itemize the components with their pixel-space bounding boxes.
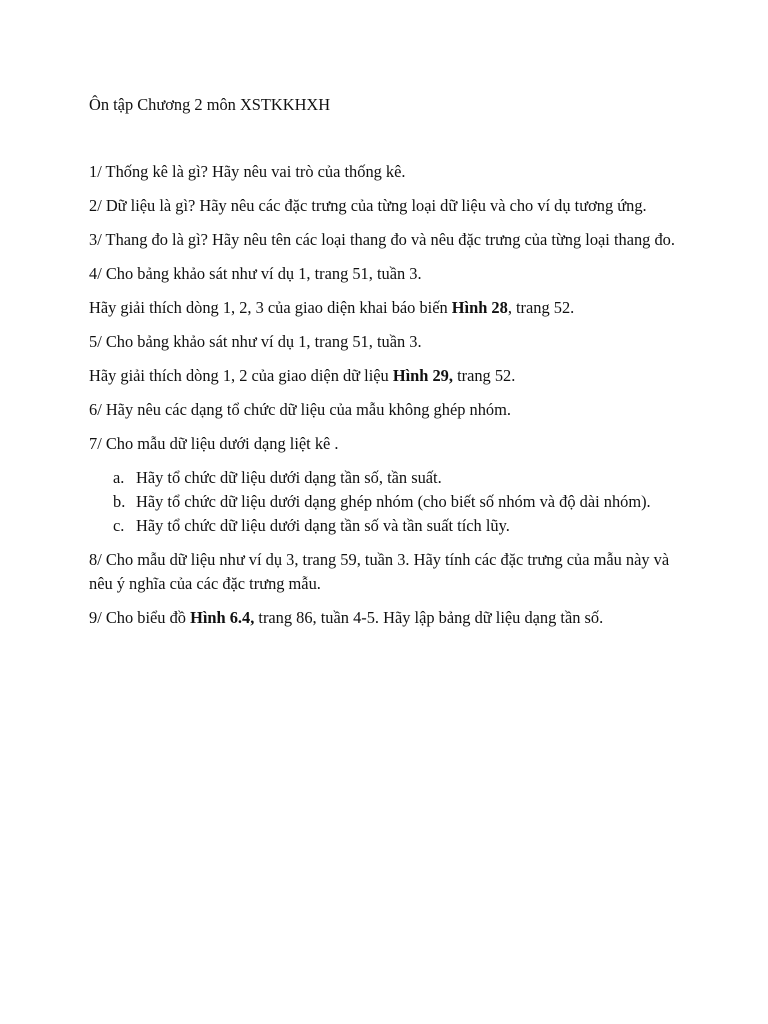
item-marker: b. [113,492,126,511]
question-7-item-b [89,490,679,514]
question-5-detail-page: trang 52. [452,366,516,385]
item-text: Hãy tổ chức dữ liệu dưới dạng tần số và tần suất tích lũy. [136,516,510,535]
question-7-item-a [89,466,679,490]
item-marker: c. [113,516,125,535]
question-2: 2/ Dữ liệu là gì? Hãy nêu các đặc trưng của từng loại dữ liệu và cho ví dụ tương ứng. [89,196,647,215]
question-9 [89,606,679,630]
figure-29-reference: Hình 29, [392,366,453,385]
question-5: 5/ Cho bảng khảo sát như ví dụ 1, trang 51, tuần 3. [89,332,422,351]
question-6: 6/ Hãy nêu các dạng tổ chức dữ liệu của mẫu không ghép nhóm. [89,400,511,419]
figure-28-reference: Hình 28 [451,298,508,317]
question-5-detail [89,364,679,388]
question-7-item-c [89,514,679,538]
question-3: 3/ Thang đo là gì? Hãy nêu tên các loại thang đo và nêu đặc trưng của từng loại thang đo. [89,230,675,249]
question-7: 7/ Cho mẫu dữ liệu dưới dạng liệt kê . [89,434,339,453]
item-text: Hãy tổ chức dữ liệu dưới dạng ghép nhóm (cho biết số nhóm và độ dài nhóm). [136,492,651,511]
question-4-detail-text: Hãy giải thích dòng 1, 2, 3 của giao diện khai báo biến [89,298,452,317]
question-4-detail-page: , trang 52. [507,298,575,317]
item-marker: a. [113,468,125,487]
question-list [89,160,679,640]
item-text: Hãy tổ chức dữ liệu dưới dạng tần số, tần suất. [136,468,442,487]
question-4-detail [89,296,679,320]
question-8: 8/ Cho mẫu dữ liệu như ví dụ 3, trang 59, tuần 3. Hãy tính các đặc trưng của mẫu này và nêu ý nghĩa của các đặc trưng mẫu. [89,550,670,593]
document-title: Ôn tập Chương 2 môn XSTKKHXH [89,95,331,114]
question-1: 1/ Thống kê là gì? Hãy nêu vai trò của thống kê. [89,162,406,181]
figure-6-4-reference: Hình 6.4, [190,608,255,627]
question-5-detail-text: Hãy giải thích dòng 1, 2 của giao diện dữ liệu [89,366,393,385]
question-7-subitems [89,466,679,538]
question-9-text: 9/ Cho biểu đồ [89,608,191,627]
question-9-detail: trang 86, tuần 4-5. Hãy lập bảng dữ liệu dạng tần số. [254,608,604,627]
question-4: 4/ Cho bảng khảo sát như ví dụ 1, trang 51, tuần 3. [89,264,422,283]
